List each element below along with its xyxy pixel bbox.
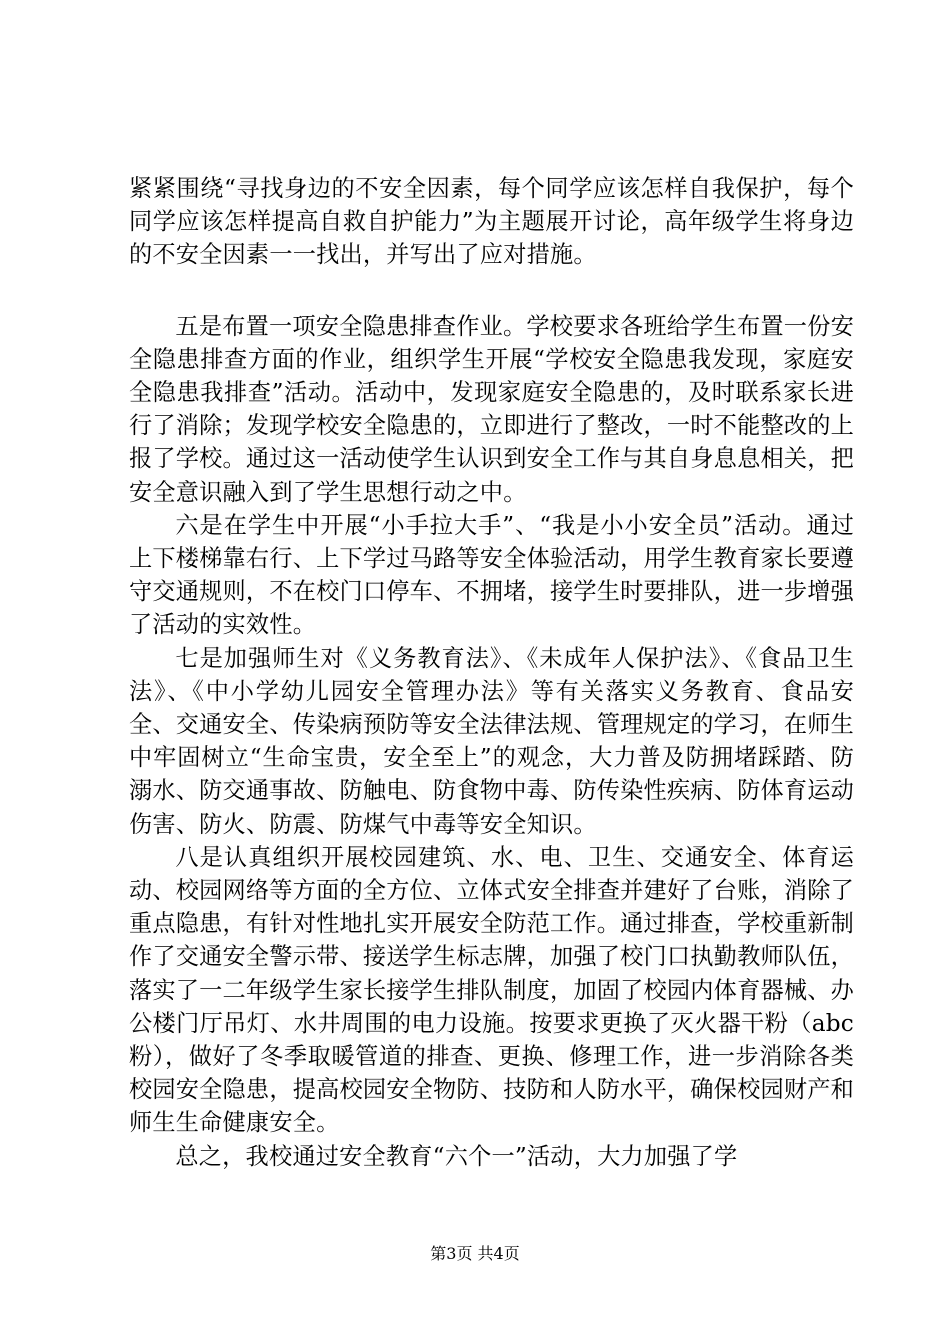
paragraph-gap — [129, 272, 854, 310]
page-footer — [0, 1244, 950, 1264]
paragraph-item-five: 五是布置一项安全隐患排查作业。学校要求各班给学生布置一份安全隐患排查方面的作业，组织学生开展“学校安全隐患我发现，家庭安全隐患我排查”活动。活动中，发现家庭安全隐患的，及时联系家长进行了消除；发现学校安全隐患的，立即进行了整改，一时不能整改的上报了学校。通过这一活动使学生认识到安全工作与其自身息息相关，把安全意识融入到了学生思想行动之中。 — [129, 312, 855, 506]
paragraph-item-six: 六是在学生中开展“小手拉大手”、“我是小小安全员”活动。通过上下楼梯靠右行、上下学过马路等安全体验活动，用学生教育家长要遵守交通规则，不在校门口停车、不拥堵，接学生时要排队，进一步增强了活动的实效性。 — [129, 511, 855, 639]
paragraph-intro: 紧紧围绕“寻找身边的不安全因素，每个同学应该怎样自我保护，每个同学应该怎样提高自救自护能力”为主题展开讨论，高年级学生将身边的不安全因素一一找出，并写出了应对措施。 — [129, 175, 854, 269]
paragraph-item-eight: 八是认真组织开展校园建筑、水、电、卫生、交通安全、体育运动、校园网络等方面的全方位、立体式安全排查并建好了台账，消除了重点隐患，有针对性地扎实开展安全防范工作。通过排查，学校重新制作了交通安全警示带、接送学生标志牌，加强了校门口执勤教师队伍，落实了一二年级学生家长接学生排队制度，加固了校园内体育器械、办公楼门厅吊灯、水井周围的电力设施。按要求更换了灭火器干粉（abc粉），做好了冬季取暖管道的排查、更换、修理工作，进一步消除各类校园安全隐患，提高校园安全物防、技防和人防水平，确保校园财产和师生生命健康安全。 — [129, 843, 855, 1137]
paragraph-summary: 总之，我校通过安全教育“六个一”活动，大力加强了学 — [175, 1142, 738, 1170]
page-number-label: 第3页 共4页 — [430, 1244, 520, 1263]
document-body — [129, 172, 854, 1173]
paragraph-item-seven: 七是加强师生对《义务教育法》、《未成年人保护法》、《食品卫生法》、《中小学幼儿园安全管理办法》等有关落实义务教育、食品安全、交通安全、传染病预防等安全法律法规、管理规定的学习，在师生中牢固树立“生命宝贵，安全至上”的观念，大力普及防拥堵踩踏、防溺水、防交通事故、防触电、防食物中毒、防传染性疾病、防体育运动伤害、防火、防震、防煤气中毒等安全知识。 — [129, 644, 855, 838]
